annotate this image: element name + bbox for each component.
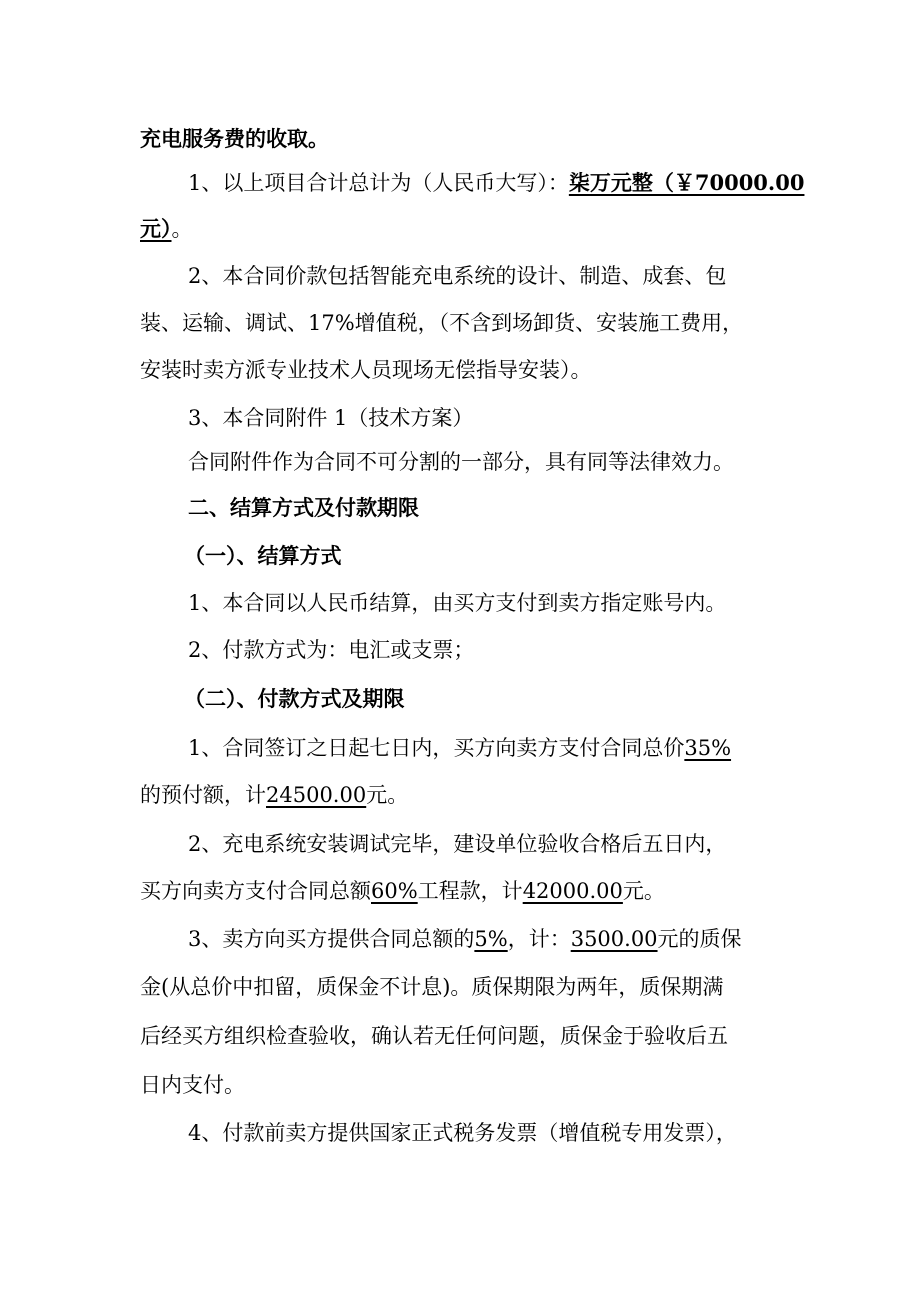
text: 合同附件作为合同不可分割的一部分，具有同等法律效力。 <box>188 450 734 474</box>
paragraph-line <box>188 408 473 429</box>
text: 工程款，计 <box>417 879 523 903</box>
text: 4、付款前卖方提供国家正式税务发票（增值税专用发票）， <box>188 1121 737 1145</box>
subsection-heading <box>184 688 405 709</box>
paragraph-line <box>188 929 742 950</box>
paragraph-line <box>188 266 726 287</box>
text: 2、本合同价款包括智能充电系统的设计、制造、成套、包 <box>188 264 727 288</box>
paragraph-line <box>188 738 731 759</box>
text: 装、运输、调试、17%增值税，（不含到场卸货、安装施工费用， <box>140 311 744 335</box>
amount-text: 35% <box>684 736 732 760</box>
paragraph-line <box>140 977 723 998</box>
section-heading <box>188 497 419 518</box>
text: 二、结算方式及付款期限 <box>188 495 419 520</box>
paragraph-line <box>188 1123 737 1144</box>
text: 元。 <box>366 783 409 807</box>
paragraph-line <box>140 128 329 149</box>
paragraph-line <box>188 593 726 614</box>
text: 金(从总价中扣留，质保金不计息)。质保期限为两年，质保期满 <box>140 975 724 999</box>
text: 元。 <box>622 879 665 903</box>
paragraph-line <box>188 834 726 855</box>
paragraph-line <box>140 881 665 902</box>
text: 1、本合同以人民币结算，由买方支付到卖方指定账号内。 <box>188 591 727 615</box>
amount-text: 元） <box>140 216 172 241</box>
text: 买方向卖方支付合同总额 <box>140 879 371 903</box>
text: 后经买方组织检查验收，确认若无任何问题，质保金于验收后五 <box>140 1024 728 1048</box>
paragraph-line <box>140 218 193 240</box>
paragraph-line <box>140 313 743 334</box>
text: （一）、结算方式 <box>184 543 342 568</box>
text: 日内支付。 <box>140 1073 245 1097</box>
text: 1、以上项目合计总计为（人民币大写）： <box>188 171 569 195</box>
text: 2、充电系统安装调试完毕，建设单位验收合格后五日内， <box>188 832 727 856</box>
text: 元的质保 <box>657 927 742 951</box>
text: （二）、付款方式及期限 <box>184 686 405 711</box>
paragraph-line <box>140 1075 245 1096</box>
text: 1、合同签订之日起七日内，买方向卖方支付合同总价 <box>188 736 685 760</box>
paragraph-line <box>188 640 474 661</box>
text: 2、付款方式为：电汇或支票； <box>188 638 475 662</box>
text: 的预付额，计 <box>140 783 266 807</box>
paragraph-line <box>140 785 408 806</box>
amount-text: 42000.00 <box>522 879 623 903</box>
amount-text: 3500.00 <box>570 927 658 951</box>
text: ，计： <box>507 927 571 951</box>
amount-text: 5% <box>474 927 508 951</box>
text: 。 <box>171 217 193 241</box>
paragraph-line <box>140 360 592 381</box>
paragraph-line <box>188 452 734 473</box>
amount-text: 柒万元整（￥70000.00 <box>568 170 805 195</box>
text: 充电服务费的收取。 <box>140 126 329 151</box>
paragraph-line <box>188 172 804 194</box>
text: 3、卖方向买方提供合同总额的 <box>188 927 475 951</box>
subsection-heading <box>184 545 342 566</box>
paragraph-line <box>140 1026 728 1047</box>
amount-text: 60% <box>371 879 418 903</box>
amount-text: 24500.00 <box>266 783 367 807</box>
text: 安装时卖方派专业技术人员现场无偿指导安装）。 <box>140 358 592 382</box>
text: 3、本合同附件 1（技术方案） <box>188 406 474 430</box>
